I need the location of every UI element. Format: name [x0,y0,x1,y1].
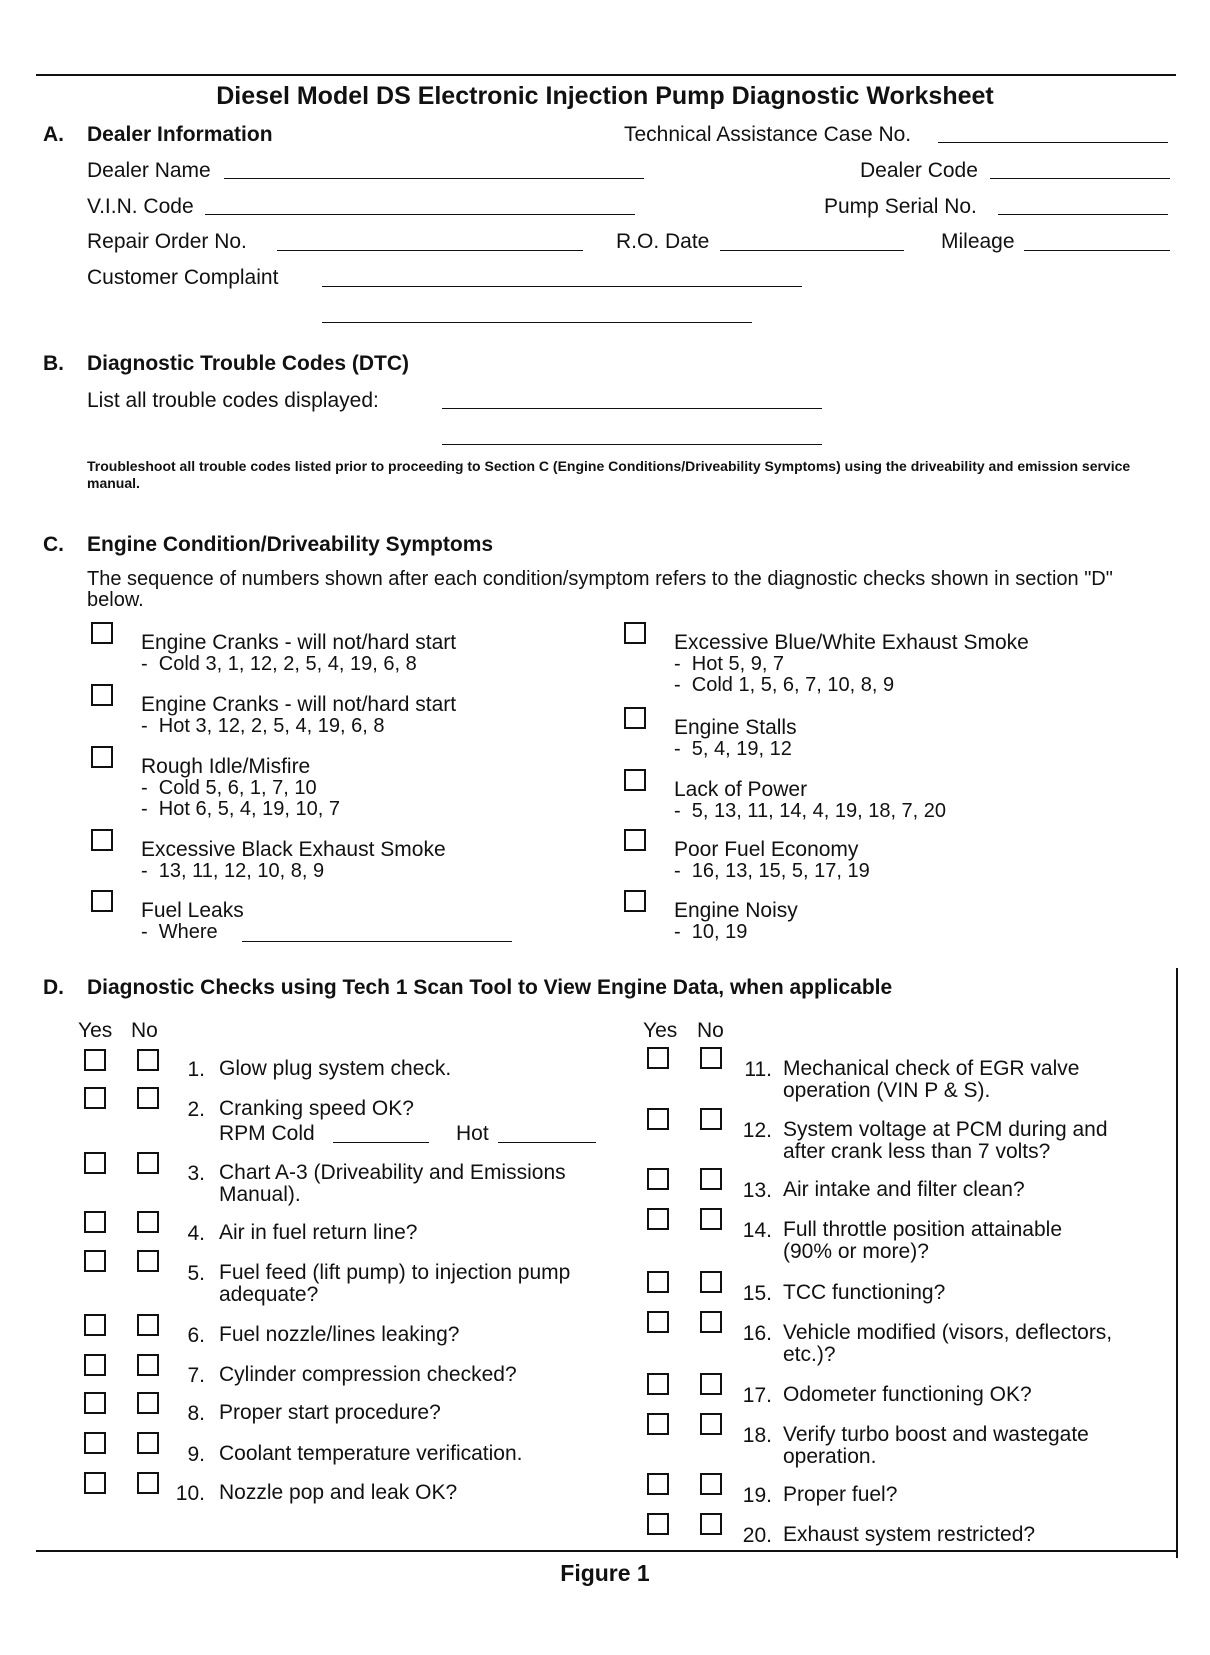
check-yes-box[interactable] [84,1392,106,1414]
check-yes-box[interactable] [647,1473,669,1495]
check-number: 14. [742,1219,772,1242]
tac-field[interactable] [938,142,1168,143]
symptom-item [674,779,946,822]
check-no-box[interactable] [700,1311,722,1333]
check-number: 15. [742,1282,772,1305]
fuel-leak-where-field[interactable] [242,941,512,942]
section-c-letter: C. [43,533,64,556]
dtc-list-label: List all trouble codes displayed: [87,389,379,412]
symptom-title: Rough Idle/Misfire [141,755,311,778]
check-text: Fuel feed (lift pump) to injection pump adequate? [219,1261,571,1306]
symptom-checkbox[interactable] [91,684,113,706]
check-text: Chart A-3 (Driveability and Emissions Manual). [219,1161,566,1206]
section-a-letter: A. [43,123,64,146]
check-yes-box[interactable] [84,1049,106,1071]
check-no-box[interactable] [137,1049,159,1071]
check-number: 17. [742,1384,772,1407]
section-c-intro: The sequence of numbers shown after each condition/symptom refers to the diagnostic checks shown in section "D" below. [87,568,1113,611]
check-no-box[interactable] [700,1047,722,1069]
check-number: 7. [187,1364,205,1387]
check-yes-box[interactable] [84,1087,106,1109]
symptom-checkbox[interactable] [624,769,646,791]
symptom-codes: - Hot 5, 9, 7 [674,653,785,675]
repair-order-label: Repair Order No. [87,230,247,253]
yes-header-left: Yes [78,1019,113,1042]
symptom-codes: - Cold 1, 5, 6, 7, 10, 8, 9 [674,674,895,696]
check-yes-box[interactable] [84,1250,106,1272]
check-text: Cylinder compression checked? [219,1363,517,1386]
check-yes-box[interactable] [84,1432,106,1454]
section-c-title: Engine Condition/Driveability Symptoms [87,533,494,556]
check-no-box[interactable] [137,1354,159,1376]
symptom-checkbox[interactable] [624,890,646,912]
check-number: 2. [187,1098,205,1121]
symptom-codes: - 13, 11, 12, 10, 8, 9 [141,860,325,882]
check-yes-box[interactable] [84,1211,106,1233]
check-no-box[interactable] [700,1473,722,1495]
symptom-item [674,632,1029,696]
vin-code-field[interactable] [205,214,635,215]
check-no-box[interactable] [137,1472,159,1494]
symptom-codes: - 16, 13, 15, 5, 17, 19 [674,860,870,882]
check-text: Exhaust system restricted? [783,1523,1036,1546]
no-header-left: No [131,1019,158,1042]
top-rule [36,74,1176,76]
check-no-box[interactable] [700,1373,722,1395]
section-b-letter: B. [43,352,64,375]
dtc-field-2[interactable] [442,444,822,445]
check-text: Fuel nozzle/lines leaking? [219,1323,460,1346]
symptom-title: Engine Noisy [674,899,798,922]
symptom-codes: - 10, 19 [674,921,748,943]
pump-serial-label: Pump Serial No. [824,195,977,218]
check-number: 8. [187,1402,205,1425]
symptom-item [674,900,798,943]
symptom-title: Excessive Blue/White Exhaust Smoke [674,631,1029,654]
check-no-box[interactable] [700,1108,722,1130]
check-yes-box[interactable] [647,1271,669,1293]
symptom-title: Engine Cranks - will not/hard start [141,693,457,716]
check-yes-box[interactable] [84,1314,106,1336]
check-text: Proper fuel? [783,1483,898,1506]
check-no-box[interactable] [700,1413,722,1435]
check-number: 19. [742,1484,772,1507]
check-yes-box[interactable] [647,1168,669,1190]
symptom-item [141,900,244,943]
rpm-cold-field[interactable] [333,1142,429,1143]
check-no-box[interactable] [700,1513,722,1535]
check-no-box[interactable] [137,1432,159,1454]
check-text: System voltage at PCM during and after crank less than 7 volts? [783,1118,1108,1163]
pump-serial-field[interactable] [998,214,1168,215]
check-text: Full throttle position attainable (90% or more)? [783,1218,1062,1263]
mileage-field[interactable] [1024,250,1170,251]
check-text: Verify turbo boost and wastegate operation. [783,1423,1089,1468]
section-b-title: Diagnostic Trouble Codes (DTC) [87,352,410,375]
dtc-note: Troubleshoot all trouble codes listed prior to proceeding to Section C (Engine Conditions/Driveability Symptoms) using the driveability and emission service manual. [87,458,1131,491]
check-text: TCC functioning? [783,1281,946,1304]
check-no-box[interactable] [700,1208,722,1230]
symptom-item [141,839,446,882]
check-yes-box[interactable] [84,1472,106,1494]
dealer-name-field[interactable] [224,178,644,179]
check-text: Vehicle modified (visors, deflectors, etc.)? [783,1321,1113,1366]
check-no-box[interactable] [137,1211,159,1233]
check-number: 12. [742,1119,772,1142]
check-text: Nozzle pop and leak OK? [219,1481,458,1504]
section-a-title: Dealer Information [87,123,273,146]
symptom-codes: - 5, 4, 19, 12 [674,738,792,760]
check-yes-box[interactable] [647,1208,669,1230]
symptom-title: Excessive Black Exhaust Smoke [141,838,446,861]
symptom-title: Poor Fuel Economy [674,838,859,861]
check-yes-box[interactable] [84,1354,106,1376]
check-yes-box[interactable] [84,1152,106,1174]
check-no-box[interactable] [700,1168,722,1190]
check-yes-box[interactable] [647,1373,669,1395]
symptom-checkbox[interactable] [91,829,113,851]
check-yes-box[interactable] [647,1513,669,1535]
bottom-rule [36,1550,1178,1552]
symptom-codes: - Cold 5, 6, 1, 7, 10 [141,777,317,799]
check-no-box[interactable] [137,1250,159,1272]
check-text: Air intake and filter clean? [783,1178,1025,1201]
page-title: Diesel Model DS Electronic Injection Pump Diagnostic Worksheet [216,82,994,110]
symptom-item [674,717,797,760]
check-no-box[interactable] [137,1392,159,1414]
ro-date-field[interactable] [720,250,904,251]
tac-label: Technical Assistance Case No. [624,123,912,146]
complaint-label: Customer Complaint [87,266,279,289]
no-header-right: No [697,1019,724,1042]
rpm-hot-field[interactable] [498,1142,596,1143]
symptom-checkbox[interactable] [624,707,646,729]
rpm-hot-label: Hot [456,1122,489,1145]
check-number: 20. [742,1524,772,1547]
symptom-item [141,756,340,820]
ro-date-label: R.O. Date [616,230,710,253]
section-d-letter: D. [43,976,64,999]
figure-caption: Figure 1 [560,1560,650,1586]
check-number: 11. [744,1058,772,1081]
complaint-field-1[interactable] [322,286,802,287]
symptom-codes: - 5, 13, 11, 14, 4, 19, 18, 7, 20 [674,800,947,822]
check-number: 4. [187,1222,205,1245]
symptom-checkbox[interactable] [91,622,113,644]
check-no-box[interactable] [700,1271,722,1293]
check-number: 3. [187,1162,205,1185]
symptom-item [674,839,870,882]
check-number: 9. [187,1443,205,1466]
check-text: Odometer functioning OK? [783,1383,1032,1406]
check-text: Coolant temperature verification. [219,1442,523,1465]
mileage-label: Mileage [941,230,1015,253]
symptom-title: Lack of Power [674,778,808,801]
symptom-codes: - Hot 3, 12, 2, 5, 4, 19, 6, 8 [141,715,385,737]
dtc-field-1[interactable] [442,408,822,409]
check-text: Proper start procedure? [219,1401,441,1424]
symptom-checkbox[interactable] [91,746,113,768]
section-d-right-border [1176,968,1178,1558]
vin-code-label: V.I.N. Code [87,195,194,218]
section-d-title: Diagnostic Checks using Tech 1 Scan Tool to View Engine Data, when applicable [87,976,893,999]
dealer-code-label: Dealer Code [860,159,978,182]
check-number: 18. [742,1424,772,1447]
complaint-field-2[interactable] [322,322,752,323]
check-text: Mechanical check of EGR valve operation (VIN P & S). [783,1057,1080,1102]
symptom-checkbox[interactable] [624,622,646,644]
check-number: 6. [187,1324,205,1347]
symptom-codes: - Hot 6, 5, 4, 19, 10, 7 [141,798,341,820]
check-yes-box[interactable] [647,1413,669,1435]
symptom-title: Engine Stalls [674,716,797,739]
check-number: 16. [742,1322,772,1345]
check-text: Cranking speed OK? [219,1097,414,1120]
repair-order-field[interactable] [277,250,583,251]
symptom-title: Engine Cranks - will not/hard start [141,631,457,654]
symptom-item [141,694,456,737]
rpm-cold-label: RPM Cold [219,1122,315,1145]
yes-header-right: Yes [643,1019,678,1042]
check-no-box[interactable] [137,1152,159,1174]
check-no-box[interactable] [137,1314,159,1336]
dealer-name-label: Dealer Name [87,159,211,182]
symptom-title: Fuel Leaks [141,899,244,922]
symptom-checkbox[interactable] [91,890,113,912]
dealer-code-field[interactable] [990,178,1170,179]
symptom-item [141,632,456,675]
check-yes-box[interactable] [647,1047,669,1069]
check-number: 5. [187,1262,205,1285]
check-yes-box[interactable] [647,1311,669,1333]
check-yes-box[interactable] [647,1108,669,1130]
symptom-codes: - Where [141,921,218,943]
check-number: 13. [742,1179,772,1202]
check-number: 1. [187,1058,205,1081]
check-text: Air in fuel return line? [219,1221,418,1244]
check-no-box[interactable] [137,1087,159,1109]
check-number: 10. [175,1482,205,1505]
check-text: Glow plug system check. [219,1057,452,1080]
symptom-codes: - Cold 3, 1, 12, 2, 5, 4, 19, 6, 8 [141,653,417,675]
symptom-checkbox[interactable] [624,829,646,851]
